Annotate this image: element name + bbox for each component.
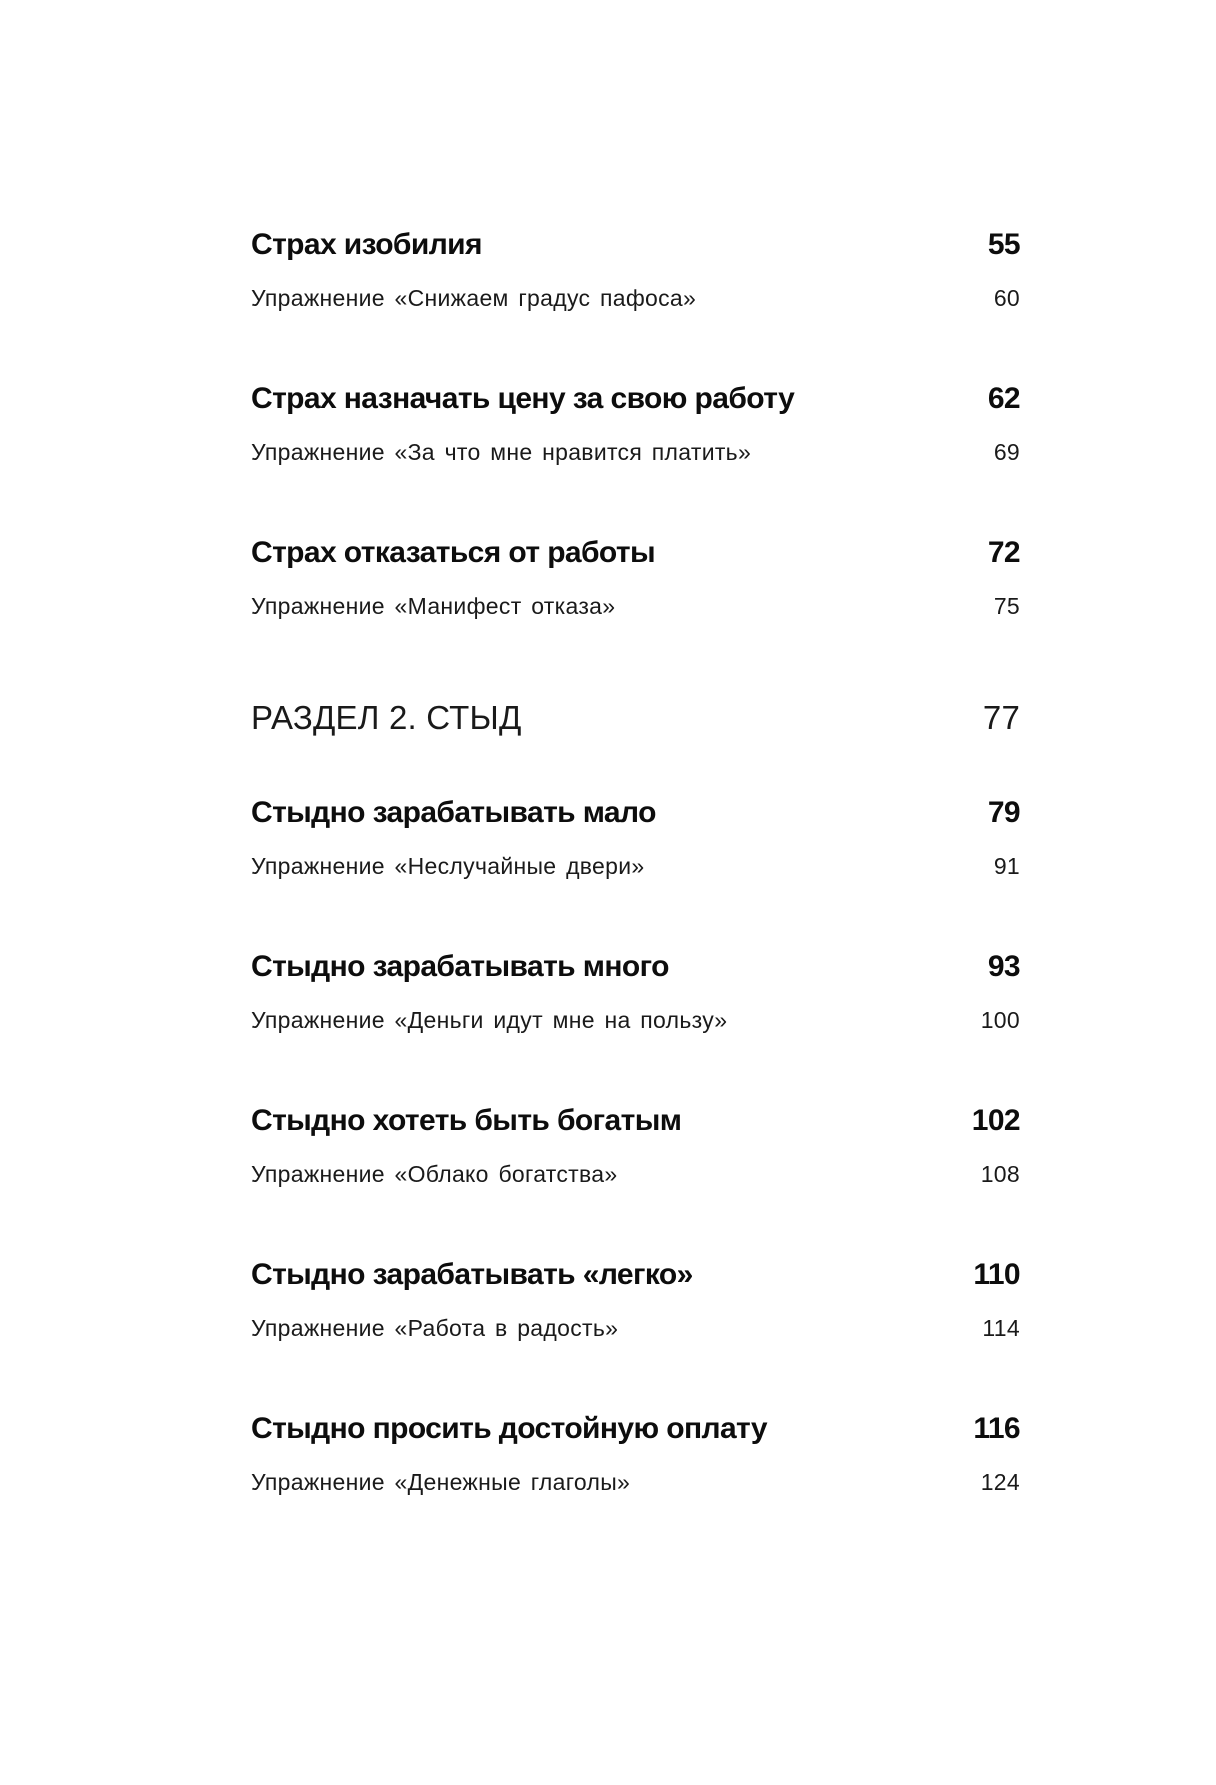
toc-exercise[interactable] xyxy=(251,1315,1020,1342)
toc-entry-title: Страх отказаться от работы xyxy=(251,536,656,569)
toc-exercise[interactable] xyxy=(251,1161,1020,1188)
toc-entry-title: Страх назначать цену за свою работу xyxy=(251,382,795,415)
toc-exercise[interactable] xyxy=(251,1007,1020,1034)
toc-chapter[interactable] xyxy=(251,536,1020,570)
toc-page-number: 102 xyxy=(971,1104,1020,1137)
toc-entry-title: Упражнение «Деньги идут мне на пользу» xyxy=(251,1007,728,1033)
toc-section-title: РАЗДЕЛ 2. СТЫД xyxy=(251,699,522,736)
toc-page-number: 55 xyxy=(987,228,1020,261)
toc-entry-title: Упражнение «Манифест отказа» xyxy=(251,593,616,619)
toc-page-number: 100 xyxy=(980,1007,1020,1033)
toc-exercise[interactable] xyxy=(251,853,1020,880)
toc-exercise[interactable] xyxy=(251,593,1020,620)
toc-page-number: 124 xyxy=(980,1469,1020,1495)
toc-page-number: 60 xyxy=(993,285,1020,311)
toc-entry-title: Упражнение «Работа в радость» xyxy=(251,1315,619,1341)
toc-chapter[interactable] xyxy=(251,228,1020,262)
toc-page-number: 72 xyxy=(987,536,1020,569)
toc-entry-title: Упражнение «Снижаем градус пафоса» xyxy=(251,285,697,311)
toc-chapter[interactable] xyxy=(251,950,1020,984)
toc-entry-title: Упражнение «Облако богатства» xyxy=(251,1161,618,1187)
toc-chapter[interactable] xyxy=(251,1412,1020,1446)
toc-entry-title: Упражнение «Денежные глаголы» xyxy=(251,1469,631,1495)
toc-page-number: 110 xyxy=(973,1258,1020,1291)
toc-entry-title: Стыдно просить достойную оплату xyxy=(251,1412,767,1445)
toc-page-number: 114 xyxy=(982,1315,1020,1341)
toc-page-number: 108 xyxy=(980,1161,1020,1187)
toc-section-heading[interactable] xyxy=(251,699,1020,737)
toc-entry-title: Стыдно зарабатывать мало xyxy=(251,796,656,829)
toc-entry-title: Упражнение «Неслучайные двери» xyxy=(251,853,645,879)
toc-chapter[interactable] xyxy=(251,1104,1020,1138)
toc-exercise[interactable] xyxy=(251,1469,1020,1496)
toc-entry-title: Страх изобилия xyxy=(251,228,482,261)
toc-chapter[interactable] xyxy=(251,382,1020,416)
toc-entry-title: Стыдно хотеть быть богатым xyxy=(251,1104,682,1137)
toc-page-number: 69 xyxy=(993,439,1020,465)
toc-chapter[interactable] xyxy=(251,1258,1020,1292)
toc-page-number: 116 xyxy=(973,1412,1020,1445)
toc-exercise[interactable] xyxy=(251,285,1020,312)
toc-page-number: 91 xyxy=(993,853,1020,879)
toc-page-number: 77 xyxy=(982,699,1020,736)
toc-page-number: 62 xyxy=(987,382,1020,415)
toc-exercise[interactable] xyxy=(251,439,1020,466)
toc-entry-title: Упражнение «За что мне нравится платить» xyxy=(251,439,752,465)
toc-chapter[interactable] xyxy=(251,796,1020,830)
toc-page-number: 75 xyxy=(993,593,1020,619)
toc-page-number: 79 xyxy=(987,796,1020,829)
toc-entry-title: Стыдно зарабатывать много xyxy=(251,950,669,983)
toc-entry-title: Стыдно зарабатывать «легко» xyxy=(251,1258,693,1291)
toc-page-number: 93 xyxy=(987,950,1020,983)
